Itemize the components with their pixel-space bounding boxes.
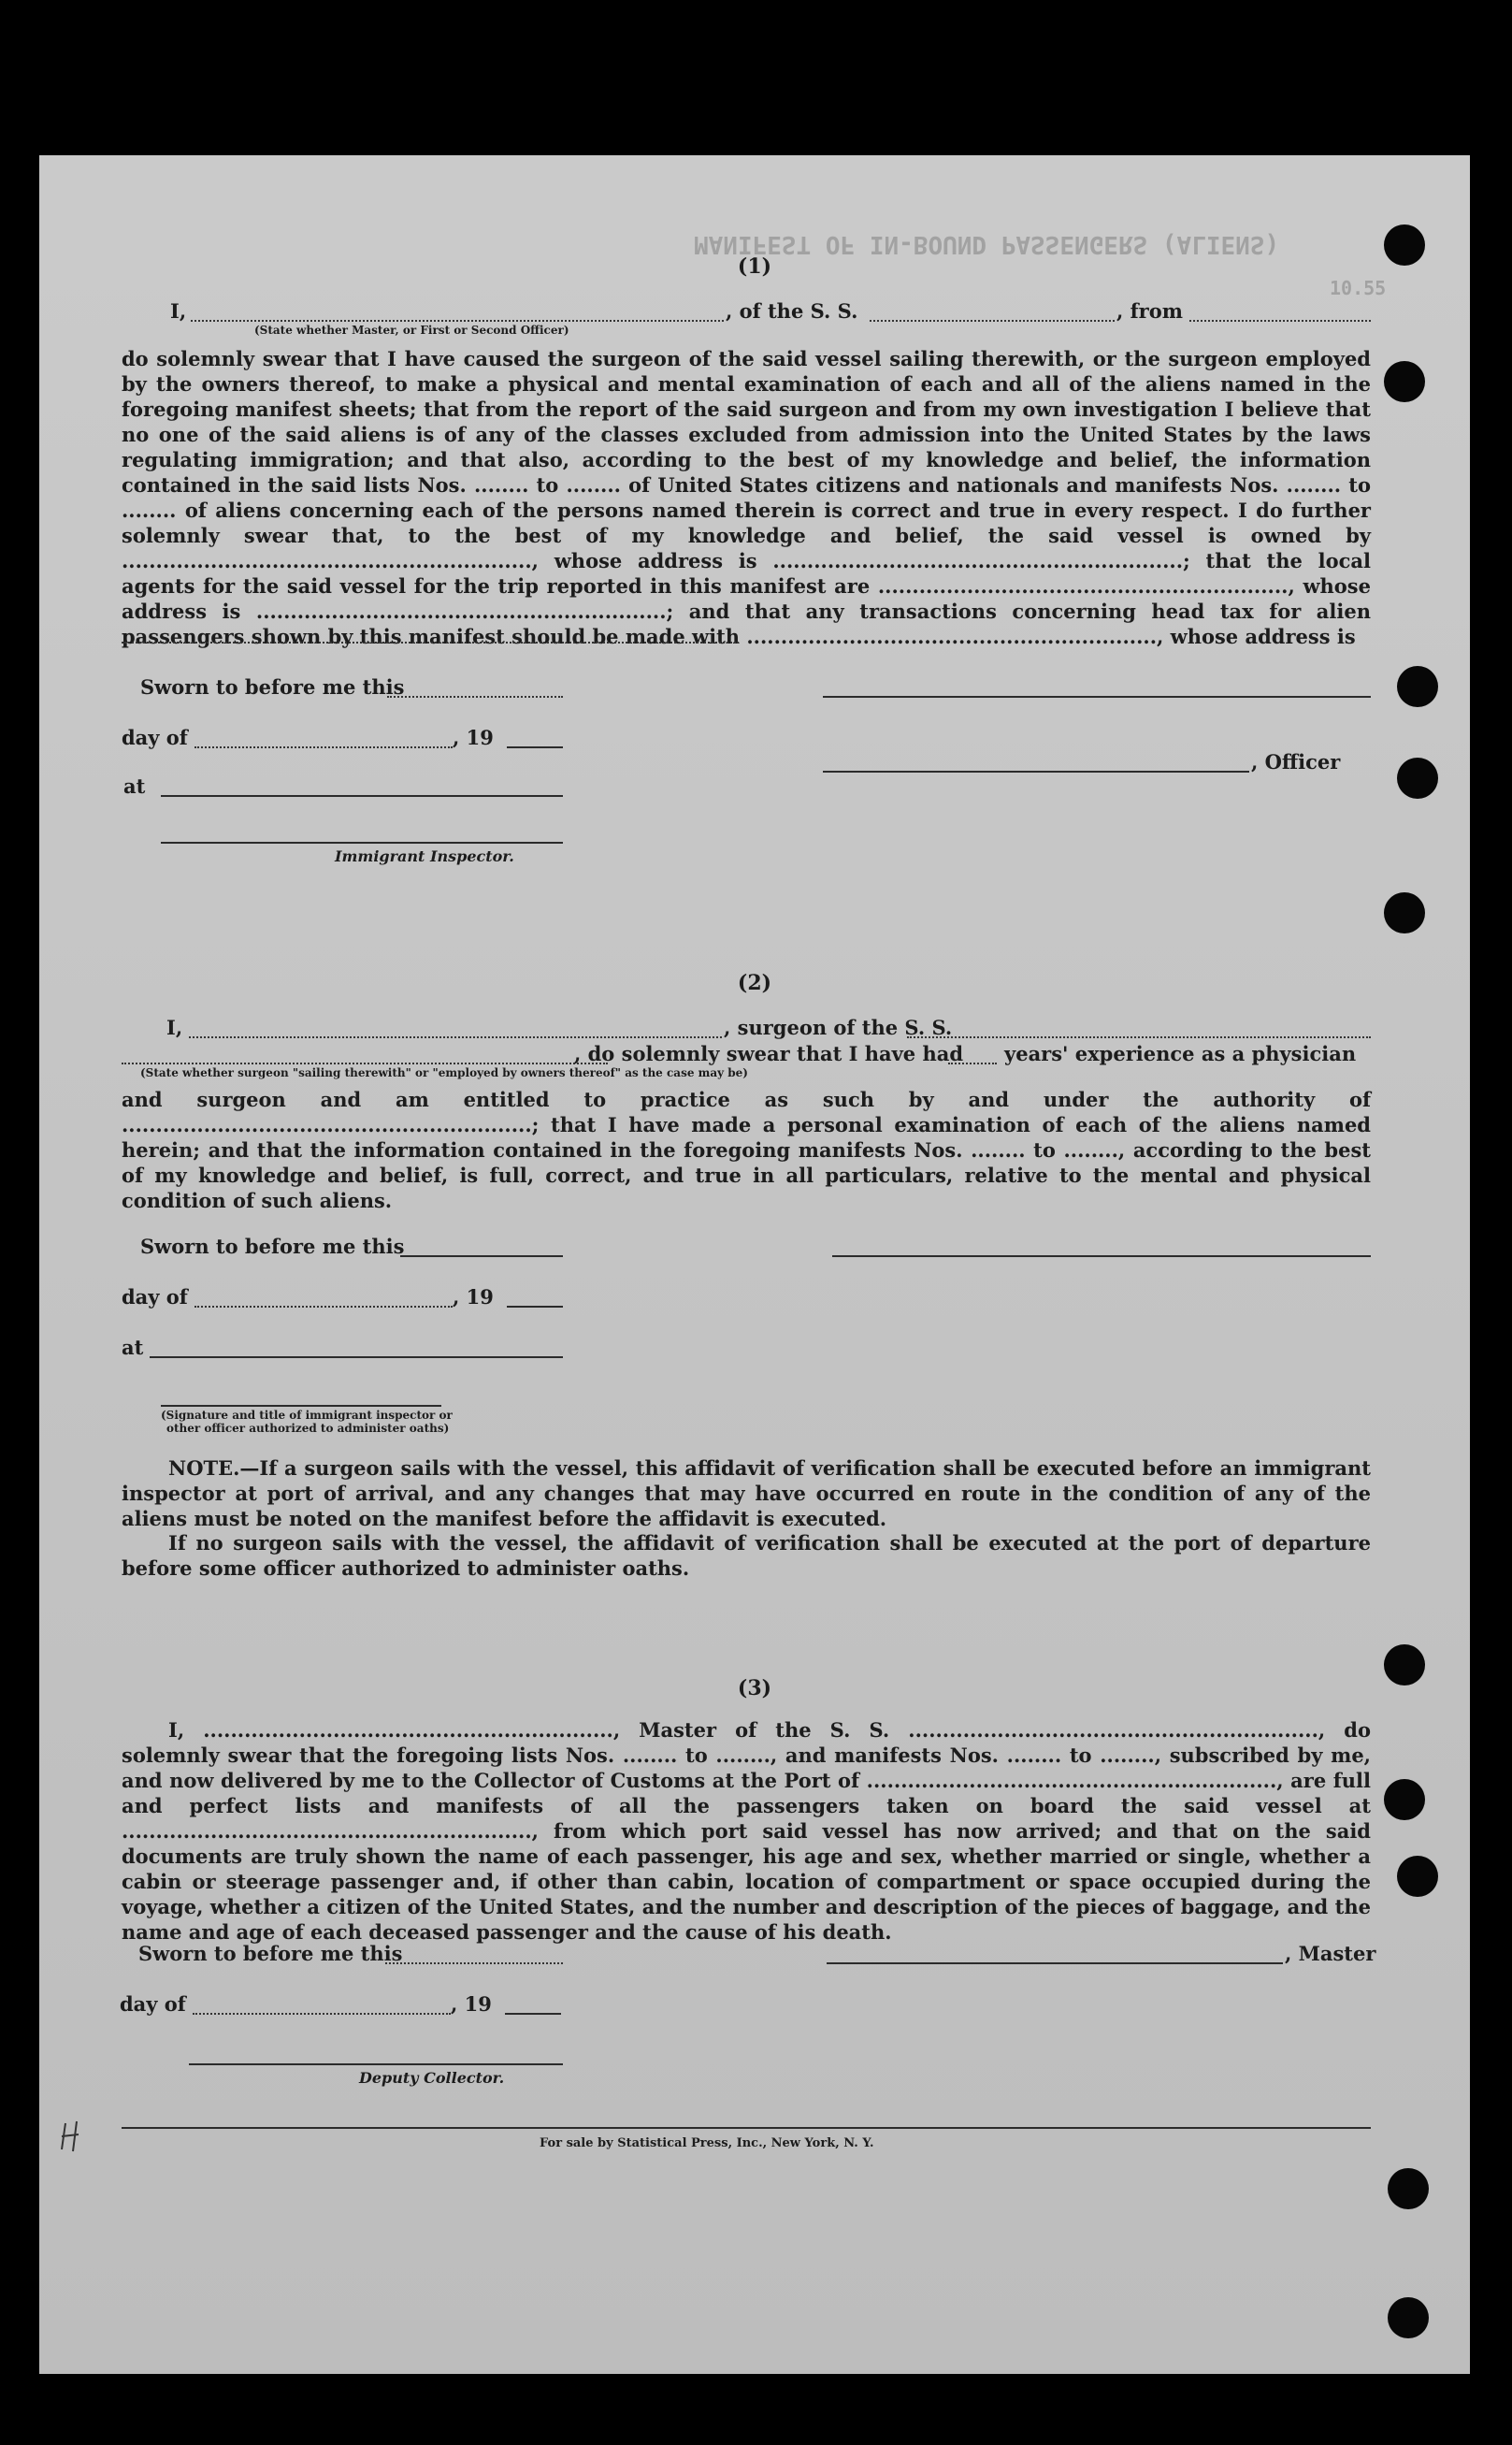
s1-at-field[interactable] xyxy=(161,795,563,797)
s1-from-field[interactable] xyxy=(1189,320,1371,322)
s2-sig-note-2: other officer authorized to administer oaths) xyxy=(166,1422,450,1435)
s2-note-2: If no surgeon sails with the vessel, the affidavit of verification shall be executed at the port of departure before some officer authorized to administer oaths. xyxy=(122,1531,1371,1580)
s2-sworn-day-field[interactable] xyxy=(400,1255,563,1257)
binder-hole-9 xyxy=(1388,2168,1429,2209)
binder-hole-3 xyxy=(1397,666,1438,707)
s2-at: at xyxy=(122,1336,144,1359)
s2-state-note: (State whether surgeon "sailing therewith" or "employed by owners thereof" as the case may be) xyxy=(140,1066,748,1079)
s2-swear: , do solemnly swear that I have had xyxy=(574,1042,964,1065)
binder-hole-2 xyxy=(1384,361,1425,402)
s1-officer-name-field[interactable] xyxy=(191,320,724,322)
s3-deputy-sign-line[interactable] xyxy=(189,2063,563,2065)
s2-surgeon-name-field[interactable] xyxy=(189,1036,722,1038)
s3-master-label: , Master xyxy=(1285,1942,1376,1965)
footer-rule xyxy=(122,2127,1371,2129)
section-2-number: (2) xyxy=(737,971,772,995)
s1-at: at xyxy=(123,774,146,798)
section-1-number: (1) xyxy=(737,254,772,279)
s1-nineteen: , 19 xyxy=(453,726,494,749)
s1-officer-label: , Officer xyxy=(1251,750,1341,774)
binder-hole-4 xyxy=(1397,758,1438,799)
handwritten-mark xyxy=(58,2118,105,2155)
s2-surgeon-of: , surgeon of the S. S. xyxy=(724,1016,953,1039)
s1-state-note: (State whether Master, or First or Second Officer) xyxy=(254,324,569,337)
s1-officer-sign-line[interactable] xyxy=(823,771,1249,773)
bleed-through-number: 10.55 xyxy=(1330,277,1387,299)
s1-oath-text: do solemnly swear that I have caused the surgeon of the said vessel sailing therewith, or the surgeon employed by the owners thereof, to make a physical and mental examination of each and all of the aliens named in the foregoing manifest sheets; that from the report of the said surgeon and from my own investigation I believe that no one of the said aliens is of any of the classes excluded from admission into the United States by the laws regulating immigration; and that also, according to the best of my knowledge and belief, the information contained in the said lists Nos. ........ to ........ of United States citizens and nationals and manifests Nos. ........ to ........ of aliens concerning each of the persons named therein is correct and true in every respect. I do further solemnly swear that, to the best of my knowledge and belief, the said vessel is owned by ............................................................, whose address is ............................................................; that the local agents for the said vessel for the trip reported in this manifest are ............................................................, whose address is ............................................................; and that any transactions concerning head tax for alien passengers shown by this manifest should be made with ............................................................, whose address is xyxy=(122,347,1371,648)
binder-hole-10 xyxy=(1388,2297,1429,2338)
s1-i: I, xyxy=(170,299,187,323)
s1-from: , from xyxy=(1116,299,1183,323)
s2-month-field[interactable] xyxy=(194,1306,453,1308)
s3-month-field[interactable] xyxy=(193,2013,451,2015)
s2-nineteen: , 19 xyxy=(453,1285,494,1309)
s1-inspector-title: Immigrant Inspector. xyxy=(335,847,514,865)
document-page xyxy=(39,155,1470,2374)
s3-sworn-label: Sworn to before me this xyxy=(138,1942,403,1965)
s2-oath-text: and surgeon and am entitled to practice as such by and under the authority of ............................................................; that I have made a personal examination of each of the aliens named herein; and that the information contained in the foregoing manifests Nos. ........ to ........, according to the best of my knowledge and belief, is full, correct, and true in all particulars, relative to the mental and physical condition of such aliens. xyxy=(122,1088,1371,1212)
s1-month-field[interactable] xyxy=(194,746,453,748)
s2-surgeon-sign-line[interactable] xyxy=(832,1255,1371,1257)
s3-nineteen: , 19 xyxy=(451,1992,492,2016)
s2-day-of: day of xyxy=(122,1285,188,1309)
bleed-through-title: MANIFEST OF IN-BOUND PASSENGERS (ALIENS) xyxy=(694,230,1280,258)
footer-printer: For sale by Statistical Press, Inc., New York, N. Y. xyxy=(540,2136,874,2150)
s2-sig-note-1: (Signature and title of immigrant inspector or xyxy=(161,1409,453,1422)
s1-sworn-label: Sworn to before me this xyxy=(140,675,405,699)
binder-hole-8 xyxy=(1397,1856,1438,1897)
s1-of-ss: , of the S. S. xyxy=(726,299,858,323)
s3-sworn-day-field[interactable] xyxy=(385,1962,563,1964)
s2-year-field[interactable] xyxy=(507,1306,563,1308)
s1-sworn-day-field[interactable] xyxy=(387,696,563,698)
s1-year-field[interactable] xyxy=(507,746,563,748)
s3-year-field[interactable] xyxy=(505,2013,561,2015)
s2-officer-sign-line[interactable] xyxy=(161,1405,441,1407)
s1-vessel-field[interactable] xyxy=(870,320,1115,322)
s2-i: I, xyxy=(166,1016,183,1039)
binder-hole-1 xyxy=(1384,224,1425,266)
s3-deputy-title: Deputy Collector. xyxy=(359,2069,505,2087)
s2-years: years' experience as a physician xyxy=(1004,1042,1357,1065)
s2-at-field[interactable] xyxy=(150,1356,563,1358)
s1-day-of: day of xyxy=(122,726,188,749)
binder-hole-7 xyxy=(1384,1779,1425,1820)
s2-years-field[interactable] xyxy=(948,1063,997,1064)
binder-hole-6 xyxy=(1384,1644,1425,1685)
section-3-number: (3) xyxy=(737,1676,772,1700)
s2-status-field[interactable] xyxy=(122,1063,608,1064)
s2-note-1: NOTE.—If a surgeon sails with the vessel, this affidavit of verification shall be executed before an immigrant inspector at port of arrival, and any changes that may have occurred en route in the condition of any of the aliens must be noted on the manifest before the affidavit is executed. xyxy=(122,1456,1371,1530)
binder-hole-5 xyxy=(1384,892,1425,933)
s2-vessel-field[interactable] xyxy=(907,1036,1371,1038)
s3-oath-text: I, ............................................................, Master of the S. S. ............................................................, do solemnly swear that the foregoing lists Nos. ........ to ........, and manifests Nos. ........ to ........, subscribed by me, and now delivered by me to the Collector of Customs at the Port of ............................................................, are full and perfect lists and manifests of all the passengers taken on board the said vessel at ............................................................, from which port said vessel has now arrived; and that on the said documents are truly shown the name of each passenger, his age and sex, whether married or single, whether a cabin or steerage passenger and, if other than cabin, location of compartment or space occupied during the voyage, whether a citizen of the United States, and the number and description of the pieces of baggage, and the name and age of each deceased passenger and the cause of his death. xyxy=(122,1718,1371,1944)
s1-head-tax-address-field[interactable] xyxy=(122,642,739,644)
s1-right-sign-line-1[interactable] xyxy=(823,696,1371,698)
s1-inspector-sign-line[interactable] xyxy=(161,842,563,844)
s3-master-sign-line[interactable] xyxy=(827,1962,1283,1964)
s3-day-of: day of xyxy=(120,1992,186,2016)
s2-sworn-label: Sworn to before me this xyxy=(140,1235,405,1258)
